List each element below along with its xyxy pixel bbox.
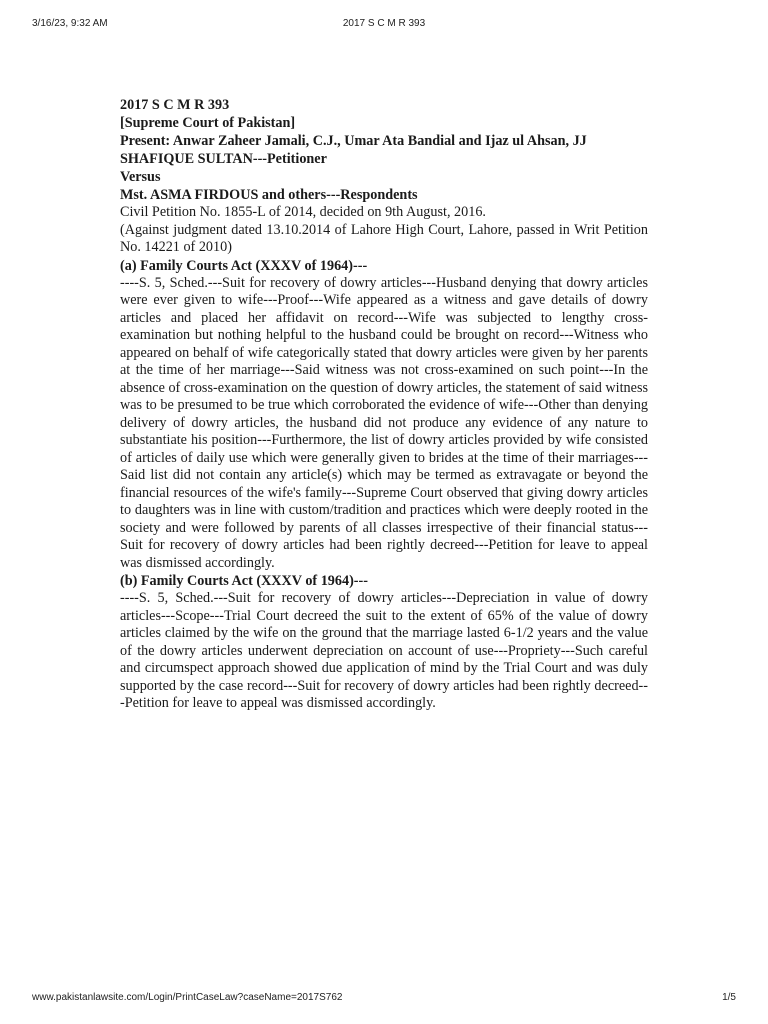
print-header [32, 18, 736, 32]
petitioner: SHAFIQUE SULTAN---Petitioner [120, 151, 327, 167]
print-footer [32, 992, 736, 1006]
bench-present: Present: Anwar Zaheer Jamali, C.J., Umar Ata Bandial and Ijaz ul Ahsan, JJ [120, 133, 587, 149]
respondents: Mst. ASMA FIRDOUS and others---Respondents [120, 187, 418, 203]
petition-info: Civil Petition No. 1855-L of 2014, decided on 9th August, 2016. [120, 204, 486, 220]
against-judgment: (Against judgment dated 13.10.2014 of Lahore High Court, Lahore, passed in Writ Petition No. 14221 of 2010) [120, 221, 648, 255]
court-name: [Supreme Court of Pakistan] [120, 115, 296, 131]
section-text-b: ----S. 5, Sched.---Suit for recovery of dowry articles---Depreciation in value of dowry articles---Scope---Trial Court decreed the suit to the extent of 65% of the value of dowry articles claimed by the wife on the ground that the marriage lasted 6-1/2 years and the value of the dowry articles underwent depreciation on account of use---Propriety---Such careful and circumspect approach showed due application of mind by the Trial Court and was duly supported by the case record---Suit for recovery of dowry articles had been rightly decreed---Petition for leave to appeal was dismissed accordingly. [120, 590, 648, 711]
section-text-a: ----S. 5, Sched.---Suit for recovery of dowry articles---Husband denying that dowry articles were ever given to wife---Proof---Wife appeared as a witness and gave details of dowry articles and placed her affidavit on record---Wife was subjected to lengthy cross-examination but nothing helpful to the husband could be brought on record---Witness who appeared on behalf of wife categorically stated that dowry articles were given by her parents at the time of her marriage---Said witness was not cross-examined on such point---In the absence of cross-examination on the question of dowry articles, the statement of said witness was to be presumed to be true which corroborated the evidence of wife---Other than denying delivery of dowry articles, the husband did not produce any evidence of any nature to substantiate his position---Furthermore, the list of dowry articles provided by wife consisted of articles of daily use which were generally given to brides at the time of their marriages---Said list did not contain any article(s) which may be termed as extravagate or beyond the financial resources of the wife's family---Supreme Court observed that giving dowry articles to daughters was in line with custom/tradition and practices which were deeply rooted in the society and were followed by parents of all classes irrespective of their financial status---Suit for recovery of dowry articles had been rightly decreed---Petition for leave to appeal was dismissed accordingly. [120, 274, 648, 571]
section-heading-a: (a) Family Courts Act (XXXV of 1964)--- [120, 257, 368, 274]
versus: Versus [120, 169, 161, 185]
section-heading-b: (b) Family Courts Act (XXXV of 1964)--- [120, 573, 368, 589]
case-document [120, 96, 648, 713]
print-datetime: 3/16/23, 9:32 AM [32, 18, 108, 29]
print-page-number: 1/5 [722, 992, 736, 1003]
case-citation: 2017 S C M R 393 [120, 97, 230, 113]
print-url: www.pakistanlawsite.com/Login/PrintCaseLaw?caseName=2017S762 [32, 992, 343, 1003]
print-page-title: 2017 S C M R 393 [342, 18, 426, 29]
